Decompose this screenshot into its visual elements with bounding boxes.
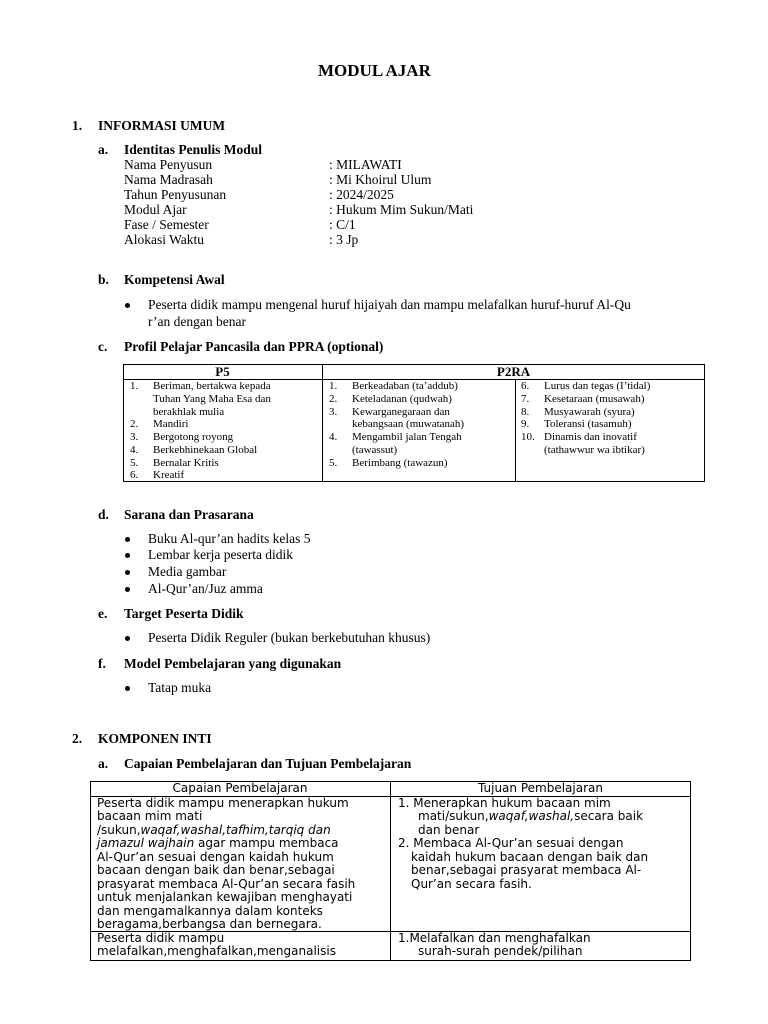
p2ra-item: Dinamis dan inovatif — [544, 431, 637, 443]
p2ra-item: Lurus dan tegas (I’tidal) — [544, 380, 651, 392]
kompetensi-text-line: r’an dengan benar — [148, 314, 246, 329]
identity-value: : Hukum Mim Sukun/Mati — [329, 202, 474, 217]
identity-value: : 2024/2025 — [329, 187, 394, 202]
tp-text-italic: waqaf,washal, — [488, 809, 575, 823]
list-number: 4. — [329, 431, 338, 443]
tp-text-plain: mati/sukun, — [418, 809, 489, 823]
list-number: 10. — [521, 431, 535, 443]
identity-key: Alokasi Waktu — [124, 232, 205, 247]
cp-text-line: prasyarat membaca Al-Qur’an secara fasih — [97, 877, 356, 891]
section-2-heading: KOMPONEN INTI — [98, 731, 212, 746]
p5-item: Tuhan Yang Maha Esa dan — [153, 393, 271, 405]
section-2-number: 2. — [72, 731, 83, 746]
bullet-icon — [125, 553, 130, 558]
p2ra-item: Kewarganegaraan dan — [352, 406, 450, 418]
tp-text-line: Qur’an secara fasih. — [411, 877, 532, 891]
list-number: 6. — [521, 380, 530, 392]
bullet-icon — [125, 570, 130, 575]
profil-table-column-divider — [515, 379, 516, 482]
identity-key: Nama Penyusun — [124, 157, 213, 172]
cp-text-line: bacaan mim mati — [97, 809, 203, 823]
tp-text-plain: secara baik — [574, 809, 644, 823]
subsection-e-label: e. — [98, 606, 108, 621]
list-number: 3. — [329, 406, 338, 418]
subsection-f-label: f. — [98, 656, 106, 671]
identity-value: : MILAWATI — [329, 157, 402, 172]
p5-item: Bernalar Kritis — [153, 457, 219, 469]
p5-item: Bergotong royong — [153, 431, 234, 443]
list-number: 1. — [130, 380, 139, 392]
cp-text-line: beragama,berbangsa dan bernegara. — [97, 917, 322, 931]
p2ra-item: Musyawarah (syura) — [544, 406, 635, 418]
list-item: Lembar kerja peserta didik — [148, 547, 294, 562]
p2ra-item: Berkeadaban (ta’addub) — [352, 380, 458, 392]
profil-heading: Profil Pelajar Pancasila dan PPRA (optional) — [124, 339, 384, 354]
cp-text-plain: /sukun, — [97, 823, 141, 837]
section-1-heading: INFORMASI UMUM — [98, 118, 226, 133]
p5-item: Beriman, bertakwa kepada — [153, 380, 271, 392]
subsection-a-label: a. — [98, 142, 109, 157]
bullet-icon — [125, 686, 130, 691]
identity-key: Nama Madrasah — [124, 172, 213, 187]
cp-text-italic: waqaf,washal,tafhim,tarqiq dan — [140, 823, 331, 837]
kompetensi-heading: Kompetensi Awal — [124, 272, 225, 287]
cp-text-line: dan mengamalkannya dalam konteks — [97, 904, 323, 918]
sarana-heading: Sarana dan Prasarana — [124, 507, 254, 522]
p2ra-item: Berimbang (tawazun) — [352, 457, 448, 469]
p2ra-item: Kesetaraan (musawah) — [544, 393, 645, 405]
p2ra-item: Mengambil jalan Tengah — [352, 431, 462, 443]
cp-text-plain: agar mampu membaca — [194, 836, 339, 850]
kompetensi-text-line: Peserta didik mampu mengenal huruf hijaiyah dan mampu melafalkan huruf-huruf Al-Qu — [148, 297, 631, 312]
tp-text-line: 1.Melafalkan dan menghafalkan — [398, 931, 591, 945]
cp-text-line: Al-Qur’an sesuai dengan kaidah hukum — [97, 850, 334, 864]
cp-text-line: melafalkan,menghafalkan,menganalisis — [97, 944, 336, 958]
identity-value: : Mi Khoirul Ulum — [329, 172, 432, 187]
section-1-number: 1. — [72, 118, 83, 133]
list-number: 6. — [130, 469, 139, 481]
subsection-2a-label: a. — [98, 756, 109, 771]
list-number: 5. — [329, 457, 338, 469]
subsection-b-label: b. — [98, 272, 109, 287]
cp-text-line: untuk menjalankan kewajiban menghayati — [97, 890, 353, 904]
cp-text-line: Peserta didik mampu — [97, 931, 225, 945]
profil-table-column-divider — [322, 364, 323, 482]
p2ra-item: Keteladanan (qudwah) — [352, 393, 452, 405]
tp-text-line: 1. Menerapkan hukum bacaan mim — [398, 796, 611, 810]
tp-text-line: surah-surah pendek/pilihan — [418, 944, 583, 958]
list-number: 3. — [130, 431, 139, 443]
p5-header: P5 — [215, 364, 230, 379]
identity-value: : C/1 — [329, 217, 356, 232]
bullet-icon — [125, 303, 130, 308]
capaian-heading: Capaian Pembelajaran dan Tujuan Pembelajaran — [124, 756, 412, 771]
list-number: 8. — [521, 406, 530, 418]
list-item: Peserta Didik Reguler (bukan berkebutuhan khusus) — [148, 630, 431, 645]
identity-key: Fase / Semester — [124, 217, 209, 232]
list-item: Al-Qur’an/Juz amma — [148, 581, 263, 596]
p2ra-header: P2RA — [496, 364, 531, 379]
p5-item: Mandiri — [153, 418, 189, 430]
p5-item: Kreatif — [153, 469, 185, 481]
p2ra-item: (tawassut) — [352, 444, 398, 456]
target-heading: Target Peserta Didik — [124, 606, 244, 621]
list-number: 7. — [521, 393, 530, 405]
p5-item: berakhlak mulia — [153, 406, 225, 418]
p2ra-item: kebangsaan (muwatanah) — [352, 418, 465, 430]
list-item: Buku Al-qur’an hadits kelas 5 — [148, 531, 311, 546]
cp-text-line: Peserta didik mampu menerapkan hukum — [97, 796, 349, 810]
list-number: 2. — [329, 393, 338, 405]
cp-text-italic: jamazul wajhain — [97, 836, 195, 850]
cp-text-line: bacaan dengan baik dan benar,sebagai — [97, 863, 335, 877]
model-heading: Model Pembelajaran yang digunakan — [124, 656, 342, 671]
p5-item: Berkebhinekaan Global — [153, 444, 258, 456]
tp-text-line: 2. Membaca Al-Qur’an sesuai dengan — [398, 836, 624, 850]
tp-text-line: dan benar — [418, 823, 480, 837]
tp-header: Tujuan Pembelajaran — [478, 781, 603, 795]
bullet-icon — [125, 587, 130, 592]
cp-header: Capaian Pembelajaran — [172, 781, 308, 795]
tp-text-line: benar,sebagai prasyarat membaca Al- — [411, 863, 642, 877]
capaian-table-column-divider — [390, 781, 391, 961]
subsection-d-label: d. — [98, 507, 109, 522]
list-item: Media gambar — [148, 564, 227, 579]
p2ra-item: Toleransi (tasamuh) — [544, 418, 632, 430]
identity-heading: Identitas Penulis Modul — [124, 142, 263, 157]
cp-text-line — [97, 837, 339, 851]
list-number: 5. — [130, 457, 139, 469]
identity-value: : 3 Jp — [329, 232, 359, 247]
bullet-icon — [125, 537, 130, 542]
identity-key: Modul Ajar — [124, 202, 187, 217]
list-number: 9. — [521, 418, 530, 430]
list-item: Tatap muka — [148, 680, 212, 695]
tp-text-line — [418, 810, 643, 824]
list-number: 1. — [329, 380, 338, 392]
subsection-c-label: c. — [98, 339, 108, 354]
list-number: 4. — [130, 444, 139, 456]
p2ra-item: (tathawwur wa ibtikar) — [544, 444, 645, 456]
bullet-icon — [125, 636, 130, 641]
identity-key: Tahun Penyusunan — [124, 187, 227, 202]
document-title: MODUL AJAR — [318, 61, 431, 80]
tp-text-line: kaidah hukum bacaan dengan baik dan — [411, 850, 649, 864]
list-number: 2. — [130, 418, 139, 430]
